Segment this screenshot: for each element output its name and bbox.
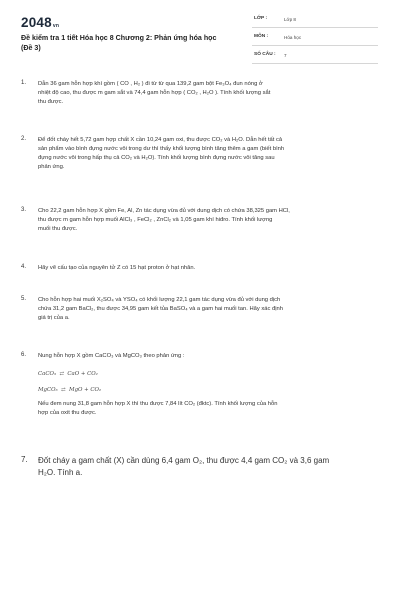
question-intro: Nung hỗn hợp X gồm CaCO₃ và MgCO₃ theo phản ứng : xyxy=(38,353,185,359)
question-number: 7. xyxy=(21,455,28,464)
meta-value: Lớp 8 xyxy=(284,16,296,22)
question-line: chứa 31,2 gam BaCl₂, thu được 34,95 gam kết tủa BaSO₄ và a gam hai muối tan. Hãy xác định xyxy=(38,306,283,312)
meta-key: MÔN : xyxy=(254,34,269,39)
question-line: Hãy vẽ cấu tạo của nguyên tử Z có 15 hạt proton ở hạt nhân. xyxy=(38,265,196,271)
brand-suffix: vn xyxy=(52,23,60,29)
question-text xyxy=(38,207,382,234)
question-line: nhiệt độ cao, thu được m gam sắt và 74,4 gam hỗn hợp ( CO₂ , H₂O ). Tính khối lượng sắt xyxy=(38,90,271,96)
question-line: Đốt cháy a gam chất (X) cần dùng 6,4 gam O₂, thu được 4,4 gam CO₂ và 3,6 gam xyxy=(38,456,330,465)
question-line: Để đốt cháy hết 5,72 gam hợp chất X cần 10,24 gam oxi, thu được CO₂ và H₂O. Dẫn hết tất cả xyxy=(38,137,283,143)
question-line: phản ứng. xyxy=(38,164,65,170)
question-number: 1. xyxy=(21,80,27,86)
question-line: hợp của oxit thu được. xyxy=(38,410,97,416)
question-line: Dẫn 36 gam hỗn hợp khí gồm ( CO , H₂ ) đi từ từ qua 139,2 gam bột Fe₃O₄ đun nóng ở xyxy=(38,81,263,87)
meta-row-question-count xyxy=(252,50,378,64)
question-text xyxy=(38,264,382,273)
meta-row-subject xyxy=(252,32,378,46)
question-number: 5. xyxy=(21,296,27,302)
question-line: H₂O. Tính a. xyxy=(38,467,83,477)
meta-value: Hóa học xyxy=(284,34,302,40)
question-line: Nếu đem nung 31,8 gam hỗn hợp X thì thu được 7,84 lít CO₂ (đktc). Tính khối lượng của hỗn xyxy=(38,401,278,407)
meta-panel xyxy=(252,14,378,68)
question-number: 2. xyxy=(21,136,27,142)
page-title xyxy=(21,34,251,53)
question-text xyxy=(38,296,382,323)
question-text xyxy=(38,455,382,478)
question-number: 3. xyxy=(21,207,27,213)
title-line-2: (Đề 3) xyxy=(21,43,41,52)
meta-row-class xyxy=(252,14,378,28)
question-line: sản phẩm vào bình đựng nước vôi trong dư thì thấy khối lượng bình tăng thêm a gam (biết bình xyxy=(38,146,285,152)
meta-key: SỐ CÂU : xyxy=(254,52,276,57)
question-text xyxy=(38,80,382,107)
reaction-equation: MgCO₃ ⇄ MgO + CO₂ xyxy=(38,387,102,393)
question-line: thu được. xyxy=(38,99,64,105)
question-line: Cho hỗn hợp hai muối X₂SO₄ và YSO₄ có khối lượng 22,1 gam tác dụng vừa đủ với dung dịch xyxy=(38,297,281,303)
question-line: Cho 22,2 gam hỗn hợp X gồm Fe, Al, Zn tác dụng vừa đủ với dung dịch có chứa 38,325 gam HCl, xyxy=(38,208,290,214)
question-line: thu được m gam hỗn hợp muối AlCl₃ , FeCl₂ , ZnCl₂ và 1,05 gam khí hiđro. Tính khối lượng xyxy=(38,217,273,223)
question-line: giá trị của a. xyxy=(38,315,70,321)
question-number: 4. xyxy=(21,264,27,270)
brand-logo[interactable] xyxy=(21,15,59,30)
title-line-1: Đề kiểm tra 1 tiết Hóa học 8 Chương 2: Phản ứng hóa học xyxy=(21,34,217,42)
brand-name: 2048 xyxy=(21,15,52,30)
meta-key: LỚP : xyxy=(254,16,268,21)
question-text xyxy=(38,136,382,172)
question-line: muối thu được. xyxy=(38,226,78,232)
meta-value: 7 xyxy=(284,52,287,58)
question-text xyxy=(38,352,382,418)
reaction-equation: CaCO₃ ⇄ CaO + CO₂ xyxy=(38,371,98,377)
question-number: 6. xyxy=(21,352,27,358)
question-line: đựng nước vôi trong hấp thụ cả CO₂ và H₂O). Tính khối lượng bình đựng nước vôi tăng sau xyxy=(38,155,275,161)
